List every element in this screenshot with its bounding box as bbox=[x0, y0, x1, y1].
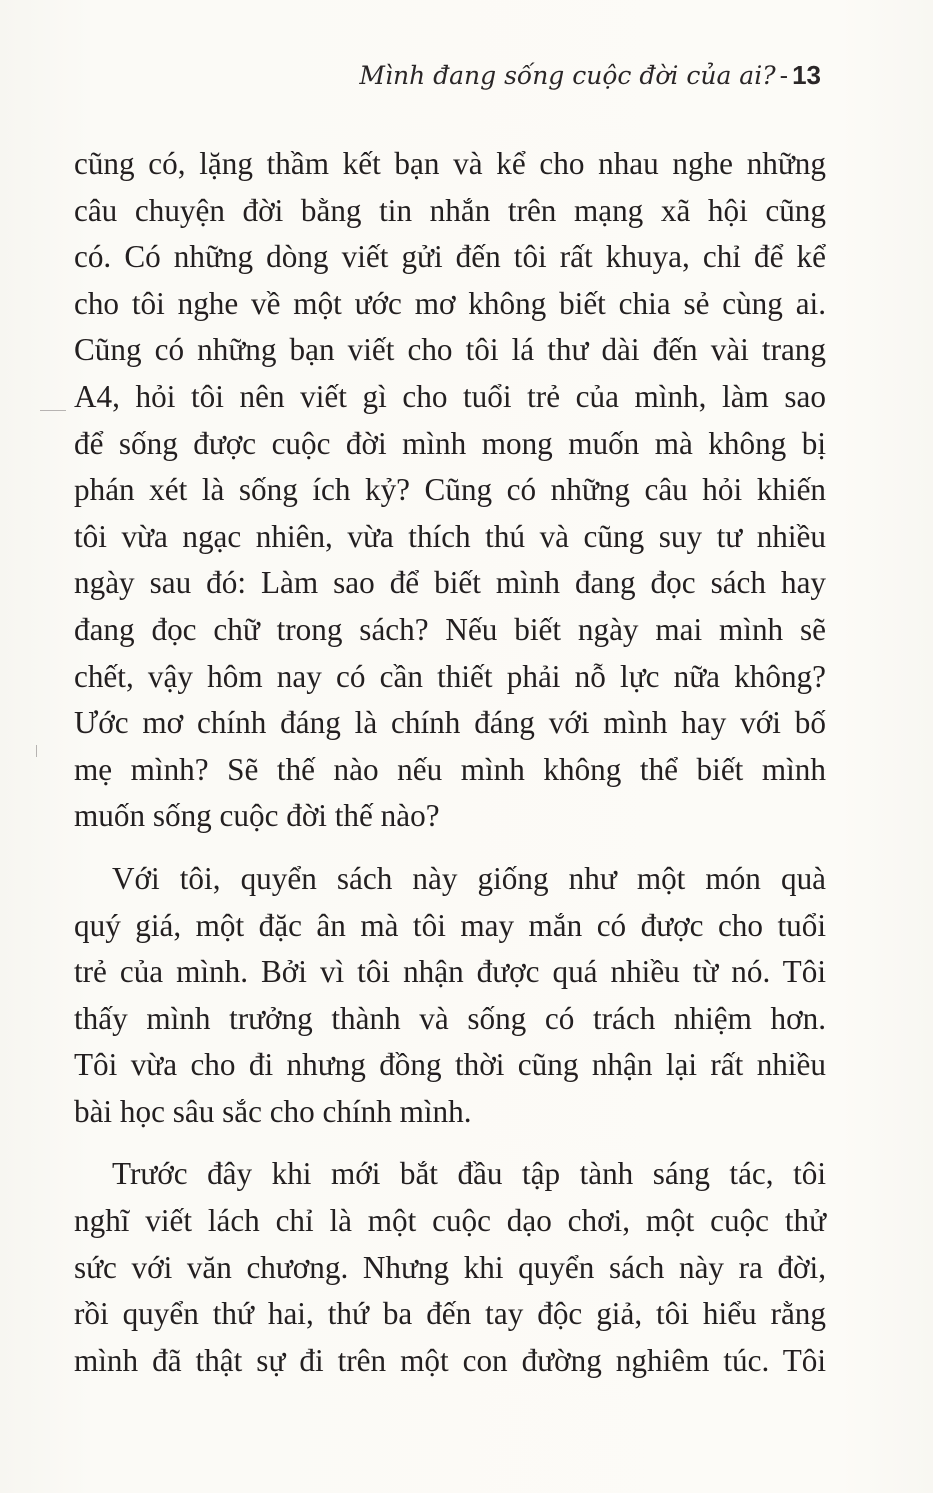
text-line: ngày sau đó: Làm sao để biết mình đang đọc sách hay bbox=[74, 565, 826, 601]
paragraph-2 bbox=[74, 856, 826, 1136]
text-line: nghĩ viết lách chỉ là một cuộc dạo chơi, một cuộc thử bbox=[74, 1203, 826, 1239]
text-line: đang đọc chữ trong sách? Nếu biết ngày mai mình sẽ bbox=[74, 611, 826, 647]
text-line: bài học sâu sắc cho chính mình. bbox=[74, 1093, 472, 1129]
text-line: cho tôi nghe về một ước mơ không biết chia sẻ cùng ai. bbox=[74, 285, 826, 321]
text-line: Trước đây khi mới bắt đầu tập tành sáng tác, tôi bbox=[112, 1156, 826, 1192]
paragraph-1 bbox=[74, 141, 826, 840]
body-text bbox=[74, 141, 826, 1400]
text-line: mình đã thật sự đi trên một con đường nghiêm túc. Tôi bbox=[74, 1342, 826, 1378]
text-line: phán xét là sống ích kỷ? Cũng có những câu hỏi khiến bbox=[74, 472, 826, 508]
text-line: chết, vậy hôm nay có cần thiết phải nỗ lực nữa không? bbox=[74, 658, 826, 694]
text-line: muốn sống cuộc đời thế nào? bbox=[74, 798, 440, 834]
page-number: 13 bbox=[792, 60, 821, 90]
paragraph-3 bbox=[74, 1151, 826, 1384]
text-line: câu chuyện đời bằng tin nhắn trên mạng xã hội cũng bbox=[74, 192, 826, 228]
text-line: tôi vừa ngạc nhiên, vừa thích thú và cũng suy tư nhiều bbox=[74, 518, 826, 554]
running-header-title: Mình đang sống cuộc đời của ai? bbox=[359, 61, 776, 90]
text-line: Ước mơ chính đáng là chính đáng với mình hay với bố bbox=[74, 705, 826, 741]
text-line: A4, hỏi tôi nên viết gì cho tuổi trẻ của mình, làm sao bbox=[74, 378, 826, 414]
text-line: mẹ mình? Sẽ thế nào nếu mình không thể biết mình bbox=[74, 751, 826, 787]
text-line: có. Có những dòng viết gửi đến tôi rất khuya, chỉ để kể bbox=[74, 239, 826, 275]
text-line: thấy mình trưởng thành và sống có trách nhiệm hơn. bbox=[74, 1000, 826, 1036]
text-line: Cũng có những bạn viết cho tôi lá thư dài đến vài trang bbox=[74, 332, 826, 368]
text-line: cũng có, lặng thầm kết bạn và kể cho nhau nghe những bbox=[74, 146, 826, 181]
margin-mark bbox=[36, 745, 37, 757]
running-header bbox=[359, 58, 821, 93]
text-line: để sống được cuộc đời mình mong muốn mà không bị bbox=[74, 425, 826, 461]
text-line: sức với văn chương. Nhưng khi quyển sách này ra đời, bbox=[74, 1249, 826, 1285]
running-header-separator: - bbox=[779, 61, 789, 90]
text-line: quý giá, một đặc ân mà tôi may mắn có được cho tuổi bbox=[74, 907, 826, 943]
text-line: trẻ của mình. Bởi vì tôi nhận được quá nhiều từ nó. Tôi bbox=[74, 954, 826, 990]
text-line: Tôi vừa cho đi nhưng đồng thời cũng nhận lại rất nhiều bbox=[74, 1047, 826, 1083]
text-line: rồi quyển thứ hai, thứ ba đến tay độc giả, tôi hiểu rằng bbox=[74, 1296, 826, 1332]
margin-mark bbox=[40, 410, 66, 411]
text-line: Với tôi, quyển sách này giống như một món quà bbox=[112, 860, 826, 896]
